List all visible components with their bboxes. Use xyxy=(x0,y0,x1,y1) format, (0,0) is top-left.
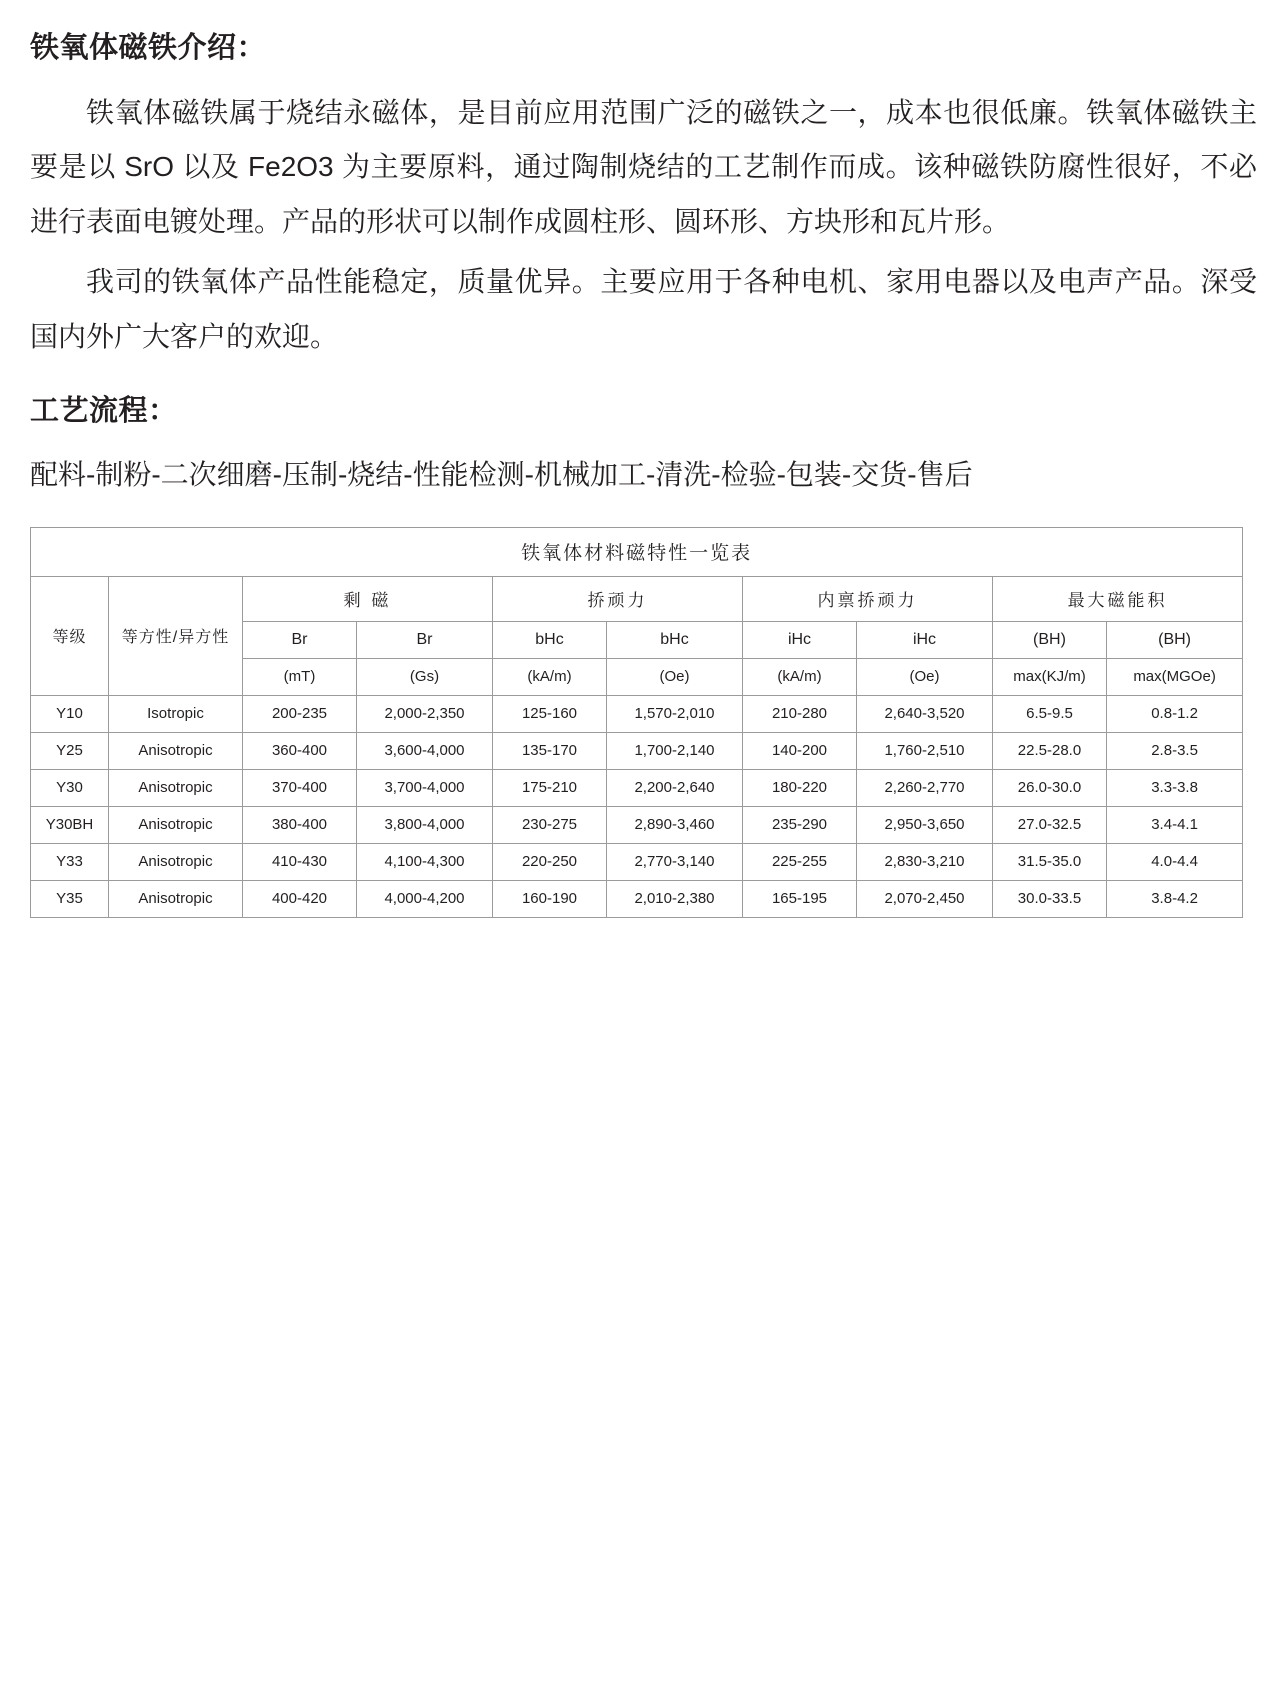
cell-grade: Y30BH xyxy=(31,806,109,843)
cell-ihc-kam: 235-290 xyxy=(743,806,857,843)
table-row xyxy=(31,769,1243,806)
cell-br-gs: 3,700-4,000 xyxy=(357,769,493,806)
process-heading: 工艺流程： xyxy=(30,394,178,427)
table-row xyxy=(31,843,1243,880)
cell-br-gs: 2,000-2,350 xyxy=(357,695,493,732)
intro-paragraph-1: 铁氧体磁铁属于烧结永磁体，是目前应用范围广泛的磁铁之一，成本也很低廉。铁氧体磁铁主要是以 SrO 以及 Fe2O3 为主要原料，通过陶制烧结的工艺制作而成。该种磁铁防腐性很好，不必进行表面电镀处理。产品的形状可以制作成圆柱形、圆环形、方块形和瓦片形。 xyxy=(30,96,1257,237)
unit-ihc-oe: (Oe) xyxy=(857,658,993,695)
unit-bhc-kam: (kA/m) xyxy=(493,658,607,695)
table-head xyxy=(31,527,1243,695)
cell-br-gs: 4,100-4,300 xyxy=(357,843,493,880)
cell-bh-kj: 6.5-9.5 xyxy=(993,695,1107,732)
header-coercivity: 挢顽力 xyxy=(493,576,743,621)
cell-bhc-kam: 125-160 xyxy=(493,695,607,732)
cell-bh-mgoe: 0.8-1.2 xyxy=(1107,695,1243,732)
subheader-bh-mgoe: (BH) xyxy=(1107,621,1243,658)
subheader-ihc-oe: iHc xyxy=(857,621,993,658)
spec-table-wrap xyxy=(30,527,1216,918)
table-group-header-row xyxy=(31,576,1243,621)
header-grade: 等级 xyxy=(31,576,109,695)
cell-ihc-oe: 2,260-2,770 xyxy=(857,769,993,806)
cell-type: Anisotropic xyxy=(109,806,243,843)
cell-bh-kj: 27.0-32.5 xyxy=(993,806,1107,843)
cell-bhc-kam: 160-190 xyxy=(493,880,607,917)
header-remanence: 剩 磁 xyxy=(243,576,493,621)
cell-bh-kj: 26.0-30.0 xyxy=(993,769,1107,806)
cell-ihc-oe: 2,070-2,450 xyxy=(857,880,993,917)
intro-heading: 铁氧体磁铁介绍： xyxy=(30,32,267,64)
cell-br-gs: 3,800-4,000 xyxy=(357,806,493,843)
cell-grade: Y33 xyxy=(31,843,109,880)
process-flow-text: 配料-制粉-二次细磨-压制-烧结-性能检测-机械加工-清洗-检验-包装-交货-售后 xyxy=(30,459,973,491)
cell-br-mt: 380-400 xyxy=(243,806,357,843)
cell-ihc-kam: 180-220 xyxy=(743,769,857,806)
cell-bhc-kam: 220-250 xyxy=(493,843,607,880)
cell-bh-kj: 30.0-33.5 xyxy=(993,880,1107,917)
cell-bhc-oe: 1,700-2,140 xyxy=(607,732,743,769)
cell-ihc-oe: 2,950-3,650 xyxy=(857,806,993,843)
spacer xyxy=(30,371,1257,385)
cell-br-mt: 200-235 xyxy=(243,695,357,732)
cell-bhc-oe: 2,010-2,380 xyxy=(607,880,743,917)
subheader-bhc-kam: bHc xyxy=(493,621,607,658)
cell-bhc-kam: 135-170 xyxy=(493,732,607,769)
table-row xyxy=(31,806,1243,843)
subheader-br-mt: Br xyxy=(243,621,357,658)
subheader-ihc-kam: iHc xyxy=(743,621,857,658)
table-caption: 铁氧体材料磁特性一览表 xyxy=(31,527,1243,576)
subheader-bh-kj: (BH) xyxy=(993,621,1107,658)
header-intrinsic-coercivity: 内禀挢顽力 xyxy=(743,576,993,621)
unit-bh-kj: max(KJ/m) xyxy=(993,658,1107,695)
table-caption-row xyxy=(31,527,1243,576)
intro-paragraph-2: 我司的铁氧体产品性能稳定，质量优异。主要应用于各种电机、家用电器以及电声产品。深受国内外广大客户的欢迎。 xyxy=(30,266,1257,353)
unit-bhc-oe: (Oe) xyxy=(607,658,743,695)
cell-grade: Y25 xyxy=(31,732,109,769)
cell-bh-kj: 22.5-28.0 xyxy=(993,732,1107,769)
cell-ihc-oe: 2,640-3,520 xyxy=(857,695,993,732)
unit-br-mt: (mT) xyxy=(243,658,357,695)
cell-bh-mgoe: 3.3-3.8 xyxy=(1107,769,1243,806)
cell-grade: Y30 xyxy=(31,769,109,806)
cell-bhc-oe: 2,890-3,460 xyxy=(607,806,743,843)
unit-br-gs: (Gs) xyxy=(357,658,493,695)
subheader-bhc-oe: bHc xyxy=(607,621,743,658)
cell-bh-kj: 31.5-35.0 xyxy=(993,843,1107,880)
subheader-br-gs: Br xyxy=(357,621,493,658)
cell-type: Anisotropic xyxy=(109,769,243,806)
cell-bhc-oe: 2,770-3,140 xyxy=(607,843,743,880)
header-max-energy-product: 最大磁能积 xyxy=(993,576,1243,621)
cell-bhc-kam: 175-210 xyxy=(493,769,607,806)
cell-ihc-kam: 140-200 xyxy=(743,732,857,769)
cell-grade: Y35 xyxy=(31,880,109,917)
cell-type: Anisotropic xyxy=(109,843,243,880)
cell-br-gs: 3,600-4,000 xyxy=(357,732,493,769)
cell-br-mt: 370-400 xyxy=(243,769,357,806)
cell-bhc-kam: 230-275 xyxy=(493,806,607,843)
table-row xyxy=(31,732,1243,769)
cell-ihc-kam: 165-195 xyxy=(743,880,857,917)
cell-grade: Y10 xyxy=(31,695,109,732)
table-row xyxy=(31,695,1243,732)
cell-bh-mgoe: 3.8-4.2 xyxy=(1107,880,1243,917)
cell-ihc-oe: 2,830-3,210 xyxy=(857,843,993,880)
cell-bh-mgoe: 3.4-4.1 xyxy=(1107,806,1243,843)
table-row xyxy=(31,880,1243,917)
cell-br-mt: 400-420 xyxy=(243,880,357,917)
table-body xyxy=(31,695,1243,917)
cell-bh-mgoe: 2.8-3.5 xyxy=(1107,732,1243,769)
cell-br-mt: 360-400 xyxy=(243,732,357,769)
cell-bhc-oe: 1,570-2,010 xyxy=(607,695,743,732)
cell-ihc-kam: 225-255 xyxy=(743,843,857,880)
cell-br-mt: 410-430 xyxy=(243,843,357,880)
magnetic-properties-table xyxy=(30,527,1243,918)
header-isotropy: 等方性/异方性 xyxy=(109,576,243,695)
cell-type: Isotropic xyxy=(109,695,243,732)
unit-bh-mgoe: max(MGOe) xyxy=(1107,658,1243,695)
cell-br-gs: 4,000-4,200 xyxy=(357,880,493,917)
cell-bhc-oe: 2,200-2,640 xyxy=(607,769,743,806)
cell-type: Anisotropic xyxy=(109,732,243,769)
cell-ihc-oe: 1,760-2,510 xyxy=(857,732,993,769)
unit-ihc-kam: (kA/m) xyxy=(743,658,857,695)
cell-bh-mgoe: 4.0-4.4 xyxy=(1107,843,1243,880)
cell-ihc-kam: 210-280 xyxy=(743,695,857,732)
cell-type: Anisotropic xyxy=(109,880,243,917)
